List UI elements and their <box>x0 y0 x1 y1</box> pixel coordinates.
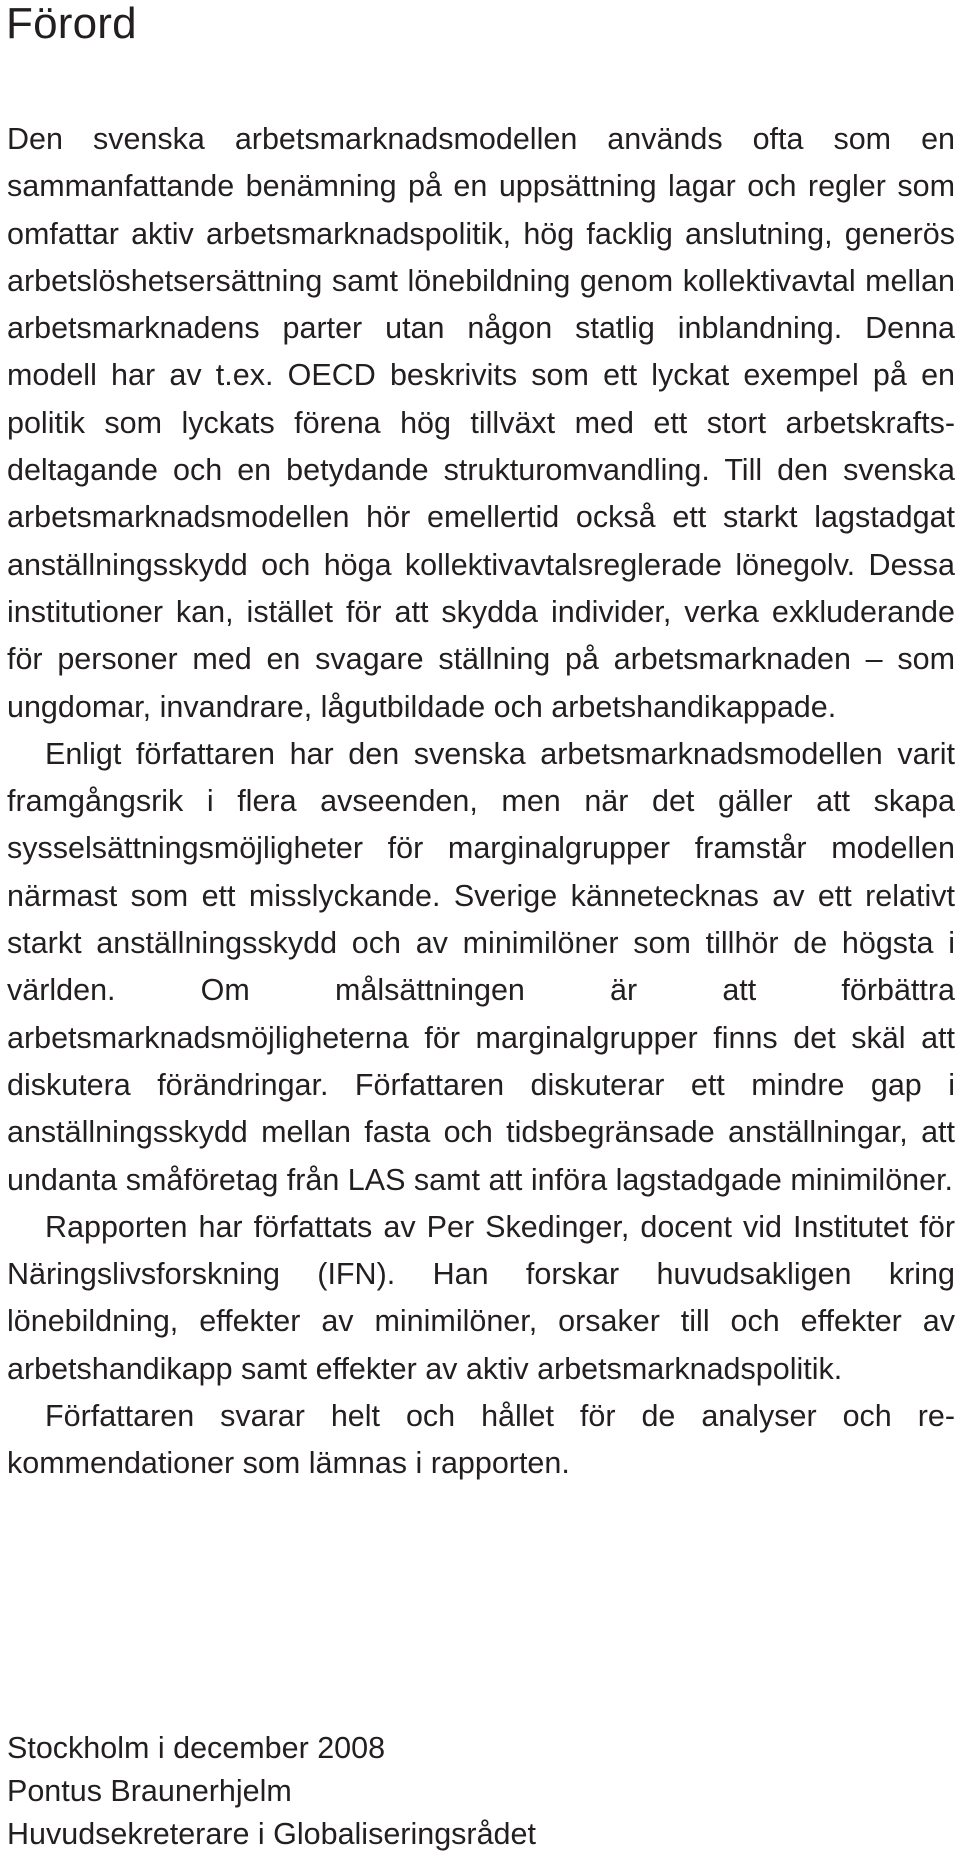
page-title: Förord <box>6 0 137 48</box>
paragraph-2: Enligt författaren har den svenska arbetsmarknadsmodellen varit framgångsrik i flera avseenden, men när det gäller att skapa sysselsättningsmöjligheter för marginalgrupper framstår modellen närmast som ett misslyckande. Sverige kännetecknas av ett relativt starkt anställningsskydd och av minimilöner som tillhör de högsta i världen. Om målsättningen är att förbättra arbetsmarknadsmöjligheterna för marginalgrupper finns det skäl att diskutera förändringar. Författaren diskuterar ett mindre gap i anställningsskydd mellan fasta och tidsbegränsade anställningar, att undanta småföretag från LAS samt att införa lagstadgade minimilöner. <box>7 736 955 1197</box>
signature-place-date: Stockholm i december 2008 <box>7 1731 386 1765</box>
signature-role: Huvudsekreterare i Globaliseringsrådet <box>7 1817 536 1851</box>
paragraph-1: Den svenska arbetsmarknadsmodellen används ofta som en sammanfattande benämning på en uppsättning lagar och regler som omfattar aktiv arbetsmarknadspolitik, hög facklig anslutning, generös arbetslöshetsersättning samt lönebildning genom kollektivavtal mellan arbetsmarknadens parter utan någon statlig inblandning. Denna modell har av t.ex. OECD beskrivits som ett lyckat exempel på en politik som lyckats förena hög tillväxt med ett stort arbetskraftsdeltagande och en betydande strukturomvandling. Till den svenska arbetsmarknadsmodellen hör emellertid också ett starkt lagstadgat anställningsskydd och höga kollektivavtalsreglerade lönegolv. Dessa institutioner kan, istället för att skydda individer, verka exkluderande för personer med en svagare ställning på arbetsmarknaden – som ungdomar, invandrare, lågutbildade och arbetshandikappade. <box>7 122 955 724</box>
signature-name: Pontus Braunerhjelm <box>7 1774 292 1808</box>
body-text <box>7 116 955 1488</box>
signature-block <box>7 1727 536 1856</box>
paragraph-4: Författaren svarar helt och hållet för de analyser och rekommendationer som lämnas i rapporten. <box>7 1399 955 1481</box>
paragraph-3: Rapporten har författats av Per Skedinger, docent vid Institutet för Näringslivsforskning (IFN). Han forskar huvudsakligen kring lönebildning, effekter av minimilöner, orsaker till och effekter av arbetshandikapp samt effekter av aktiv arbetsmarknadspolitik. <box>7 1209 955 1386</box>
